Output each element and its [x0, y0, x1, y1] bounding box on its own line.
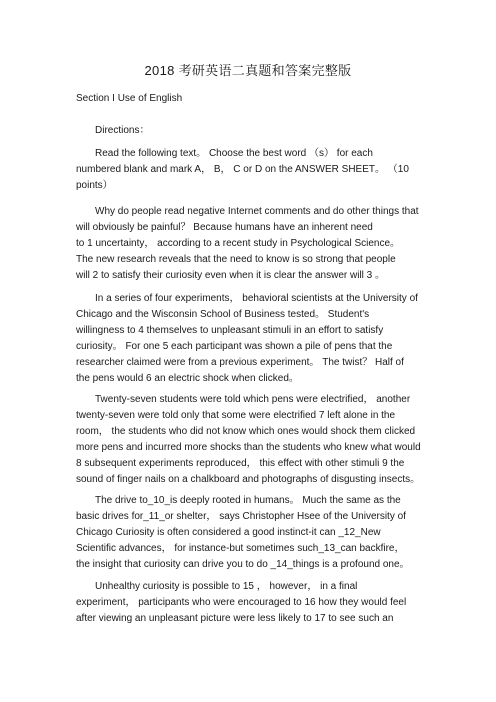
text-line: experiment， participants who were encouraged to 16 how they would feel	[76, 597, 407, 608]
text-line: Twenty-seven students were told which pens were electrified， another	[95, 394, 411, 405]
text-line: points）	[76, 180, 113, 191]
text-line: researcher claimed were from a previous experiment。 The twist？ Half of	[76, 357, 404, 368]
text-line: twenty-seven were told only that some were electrified 7 left alone in the	[76, 410, 396, 421]
paragraph-2	[76, 291, 428, 387]
page-title: 2018 考研英语二真题和答案完整版	[144, 63, 352, 78]
text-line: more pens and incurred more shocks than the students who knew what would	[76, 442, 421, 453]
text-line: the insight that curiosity can drive you to do _14_things is a profound one。	[76, 559, 410, 570]
text-line: In a series of four experiments， behavioral scientists at the University of	[95, 293, 418, 304]
text-line: basic drives for_11_or shelter， says Christopher Hsee of the University of	[76, 511, 406, 522]
text-line: willingness to 4 themselves to unpleasant stimuli in an effort to satisfy	[76, 325, 384, 336]
text-line: will 2 to satisfy their curiosity even when it is clear the answer will 3 。	[76, 270, 386, 281]
directions-label: Directions：	[95, 125, 150, 136]
text-line: after viewing an unpleasant picture were less likely to 17 to see such an	[76, 613, 394, 624]
text-line: Unhealthy curiosity is possible to 15 ， however， in a final	[95, 581, 358, 592]
paragraph-4	[76, 493, 428, 573]
text-line: numbered blank and mark A， B， C or D on the ANSWER SHEET。 （10	[76, 164, 409, 175]
section-heading: Section I Use of English	[76, 93, 183, 104]
text-line: Read the following text。 Choose the best word （s） for each	[95, 148, 373, 159]
paragraph-instructions	[76, 146, 428, 194]
text-line: 8 subsequent experiments reproduced， this effect with other stimuli 9 the	[76, 458, 405, 469]
text-line: The new research reveals that the need to know is so strong that people	[76, 254, 396, 265]
text-line: Scientific advances， for instance-but sometimes such_13_can backfire，	[76, 543, 405, 554]
text-line: Chicago Curiosity is often considered a good instinct-it can _12_New	[76, 527, 381, 538]
paragraph-3	[76, 392, 428, 488]
text-line: Why do people read negative Internet comments and do other things that	[95, 206, 419, 217]
text-line: will obviously be painful？ Because humans have an inherent need	[76, 222, 373, 233]
text-line: curiosity。 For one 5 each participant was shown a pile of pens that the	[76, 341, 393, 352]
text-line: sound of finger nails on a chalkboard and photographs of disgusting insects。	[76, 474, 421, 485]
text-line: room， the students who did not know which ones would shock them clicked	[76, 426, 416, 437]
text-line: to 1 uncertainty， according to a recent study in Psychological Science。	[76, 238, 401, 249]
paragraph-5	[76, 579, 428, 627]
paragraph-1	[76, 204, 428, 284]
text-line: The drive to_10_is deeply rooted in humans。 Much the same as the	[95, 495, 401, 506]
text-line: the pens would 6 an electric shock when clicked。	[76, 373, 299, 384]
text-line: Chicago and the Wisconsin School of Business tested。 Student's	[76, 309, 370, 320]
